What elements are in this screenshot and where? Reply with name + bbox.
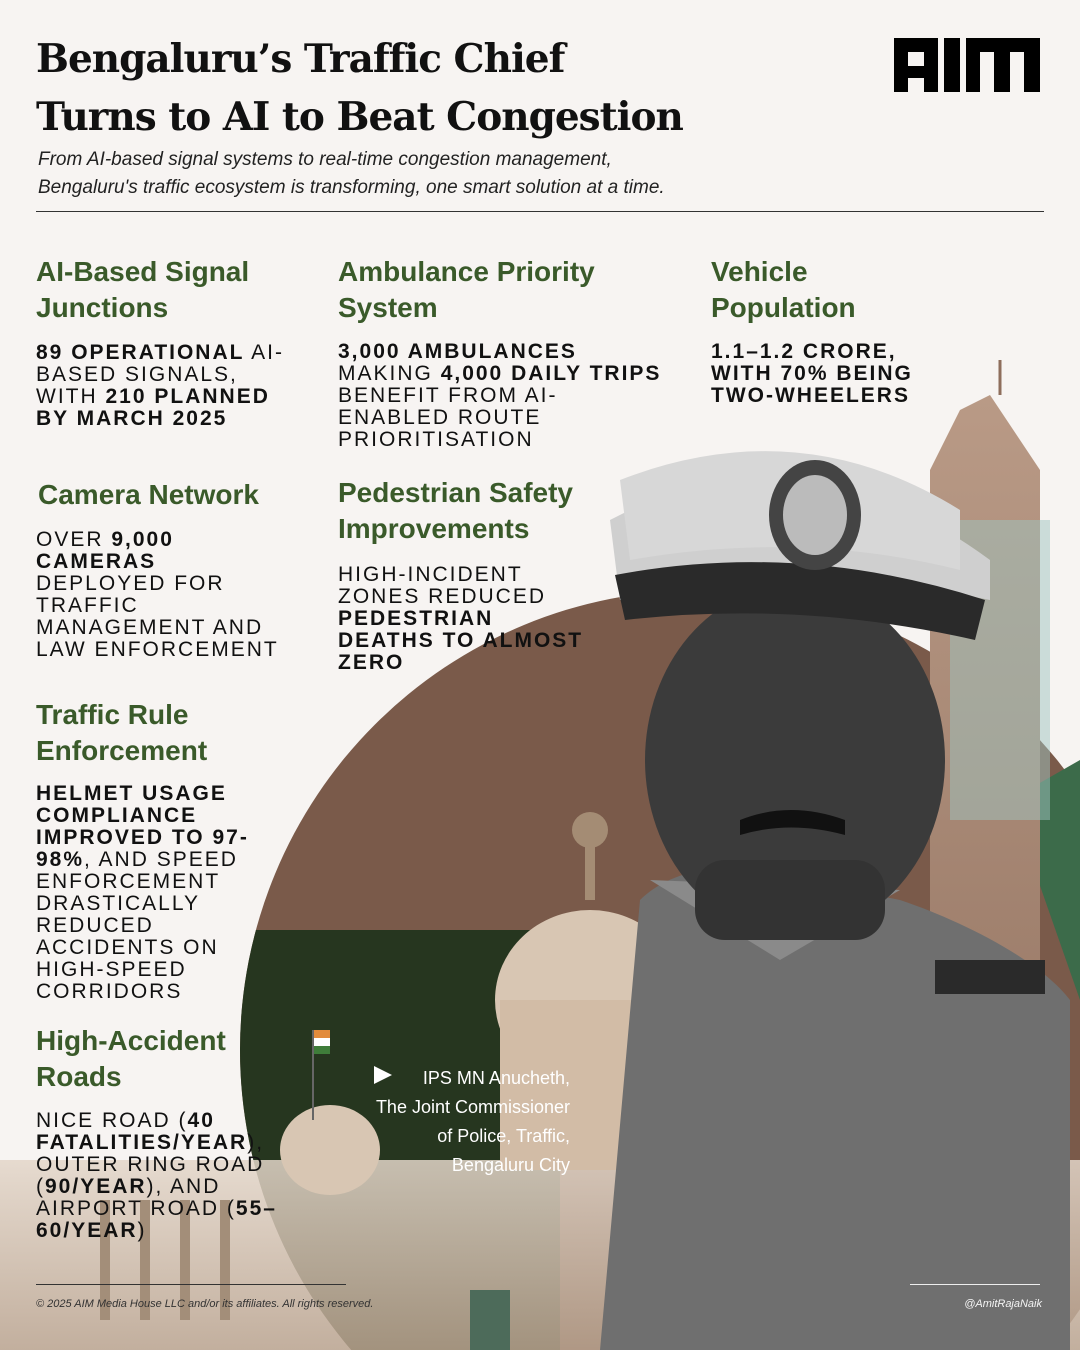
heading-pedestrian-safety bbox=[338, 475, 573, 547]
stat-bold: 9,000 CAMERAS bbox=[36, 528, 174, 573]
heading-line: Roads bbox=[36, 1061, 122, 1092]
heading-line: Junctions bbox=[36, 292, 169, 323]
caption-line: Bengaluru City bbox=[451, 1155, 570, 1175]
heading-line: Traffic Rule bbox=[36, 699, 189, 730]
stat-text: DEPLOYED FOR TRAFFIC MANAGEMENT AND LAW ENFORCEMENT bbox=[36, 572, 279, 661]
copyright-text: © 2025 AIM Media House LLC and/or its affiliates. All rights reserved. bbox=[36, 1298, 374, 1310]
footer-divider-left bbox=[36, 1284, 346, 1285]
stat-text: , AND SPEED ENFORCEMENT DRASTICALLY REDUCED ACCIDENTS ON HIGH-SPEED CORRIDORS bbox=[36, 848, 238, 1003]
heading-line: Vehicle bbox=[711, 256, 808, 287]
stat-bold: 90/YEAR bbox=[45, 1175, 147, 1198]
subtitle-line-1: From AI-based signal systems to real-time congestion management, bbox=[38, 149, 612, 170]
heading-signal-junctions bbox=[36, 254, 249, 326]
header-divider bbox=[36, 211, 1044, 212]
stat-camera-network bbox=[36, 529, 286, 661]
stat-bold: 4,000 DAILY TRIPS bbox=[440, 362, 662, 385]
title-line-2: Turns to AI to Beat Congestion bbox=[36, 94, 683, 140]
stat-rule-enforcement bbox=[36, 783, 286, 1003]
heading-line: Pedestrian Safety bbox=[338, 477, 573, 508]
stat-bold: 55–60/YEAR bbox=[36, 1197, 277, 1242]
heading-line: Improvements bbox=[338, 513, 530, 544]
stat-bold: PEDESTRIAN DEATHS TO ALMOST ZERO bbox=[338, 607, 584, 674]
footer-divider-right bbox=[910, 1284, 1040, 1285]
stat-ambulance-priority bbox=[338, 341, 668, 451]
stat-text: ), AND AIRPORT ROAD ( bbox=[36, 1175, 236, 1220]
stat-bold: 3,000 AMBULANCES bbox=[338, 340, 577, 363]
stat-signal-junctions bbox=[36, 342, 286, 430]
stat-bold: 89 OPERATIONAL bbox=[36, 341, 245, 364]
photo-caption bbox=[350, 1064, 570, 1180]
heading-line: System bbox=[338, 292, 438, 323]
heading-line: High-Accident bbox=[36, 1025, 226, 1056]
aim-logo bbox=[894, 38, 1040, 92]
stat-text: MAKING bbox=[338, 362, 441, 385]
stat-text: OVER bbox=[36, 528, 112, 551]
heading-ambulance-priority bbox=[338, 254, 595, 326]
heading-line: Population bbox=[711, 292, 856, 323]
caption-line: of Police, Traffic, bbox=[437, 1126, 570, 1146]
stat-text: AI-BASED SIGNALS, WITH bbox=[36, 341, 284, 408]
stat-text: ), OUTER RING ROAD ( bbox=[36, 1131, 265, 1198]
author-handle: @AmitRajaNaik bbox=[964, 1298, 1042, 1310]
caption-line: The Joint Commissioner bbox=[375, 1097, 570, 1117]
heading-camera-network: Camera Network bbox=[38, 479, 259, 510]
title-line-1: Bengaluru’s Traffic Chief bbox=[36, 36, 565, 82]
page-title bbox=[36, 30, 683, 146]
stat-high-accident-roads bbox=[36, 1110, 286, 1242]
stat-text: ) bbox=[137, 1219, 147, 1242]
caption-line: IPS MN Anucheth, bbox=[422, 1068, 570, 1088]
stat-bold: HELMET USAGE COMPLIANCE IMPROVED TO 97-98% bbox=[36, 782, 249, 871]
heading-line: Ambulance Priority bbox=[338, 256, 595, 287]
stat-pedestrian-safety bbox=[338, 564, 588, 674]
heading-vehicle-population bbox=[711, 254, 856, 326]
stat-bold: 1.1–1.2 CRORE, WITH 70% BEING TWO-WHEELERS bbox=[711, 340, 913, 407]
subtitle-line-2: Bengaluru's traffic ecosystem is transforming, one smart solution at a time. bbox=[38, 177, 665, 198]
heading-line: Enforcement bbox=[36, 735, 208, 766]
heading-rule-enforcement bbox=[36, 697, 207, 769]
stat-text: NICE ROAD ( bbox=[36, 1109, 188, 1132]
stat-bold: 40 FATALITIES/YEAR bbox=[36, 1109, 248, 1154]
stat-text: HIGH-INCIDENT ZONES REDUCED bbox=[338, 563, 547, 608]
page-subtitle bbox=[38, 146, 665, 202]
heading-line: AI-Based Signal bbox=[36, 256, 250, 287]
stat-bold: 210 PLANNED BY MARCH 2025 bbox=[36, 385, 270, 430]
stat-text: BENEFIT FROM AI-ENABLED ROUTE PRIORITISATION bbox=[338, 384, 558, 451]
heading-high-accident-roads bbox=[36, 1023, 226, 1095]
stat-vehicle-population bbox=[711, 341, 961, 407]
